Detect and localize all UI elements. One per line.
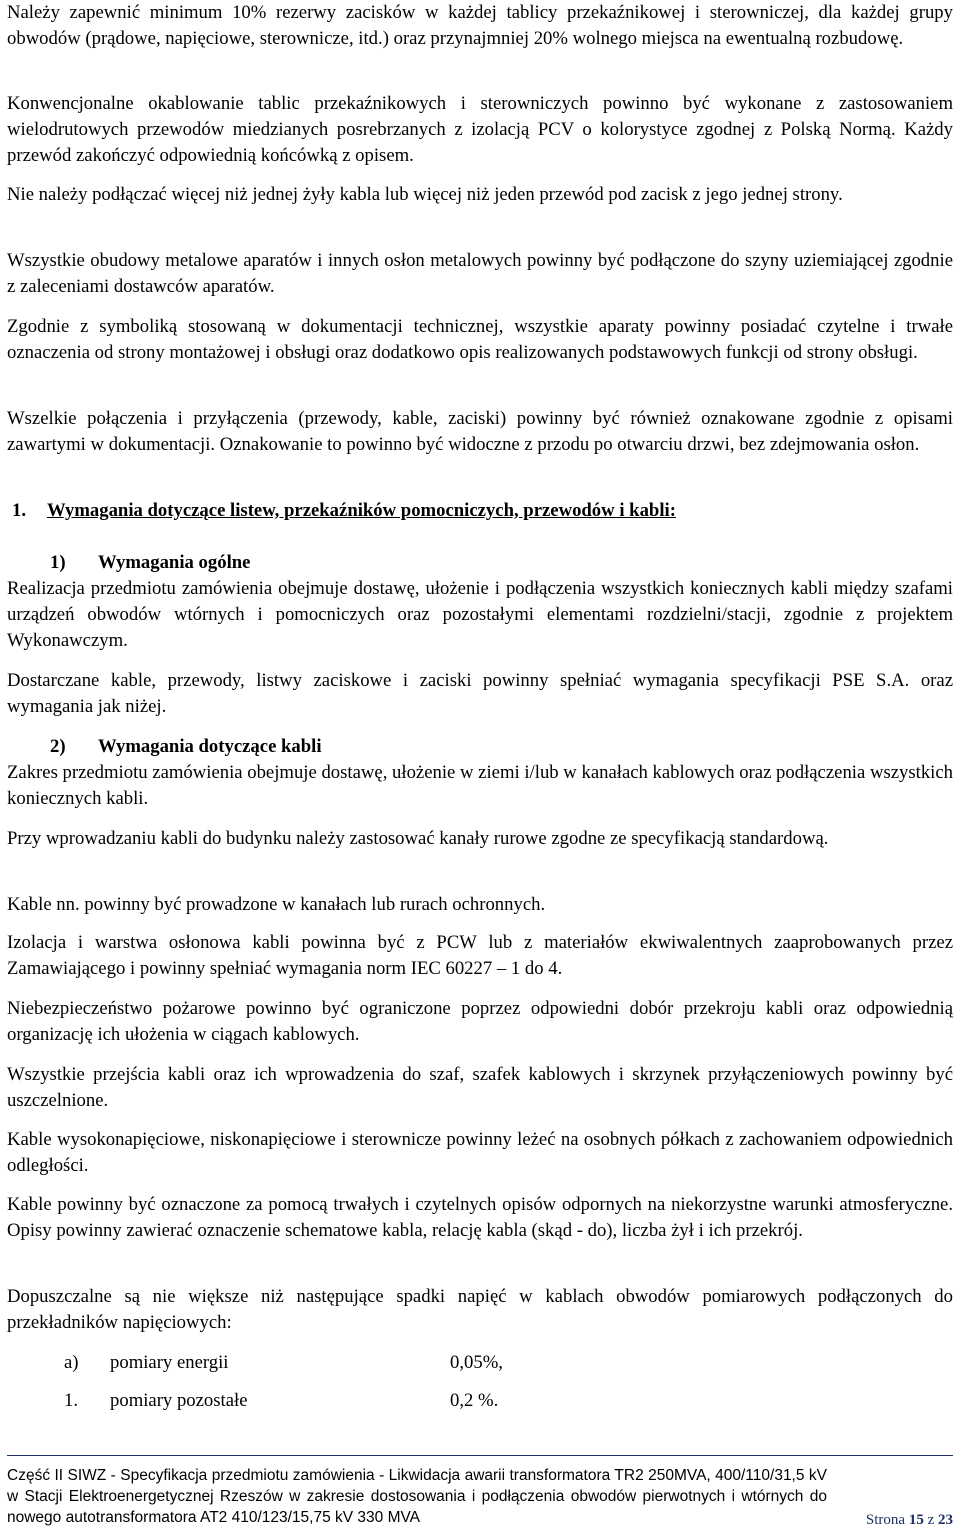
paragraph-insulation: Izolacja i warstwa osłonowa kabli powinna być z PCW lub z materiałów ekwiwalentnych zaaprobowanych przez Zamawiającego i powinny spełniać wymagania norm IEC 60227 – 1 do 4. [7, 932, 953, 979]
list-marker: 1. [64, 1390, 79, 1411]
page-number [866, 1512, 953, 1529]
paragraph-terminal-connection: Nie należy podłączać więcej niż jednej żyły kabla lub więcej niż jeden przewód pod zacisk z jego jednej strony. [7, 184, 843, 205]
list-label: pomiary energii [110, 1352, 229, 1373]
paragraph-connection-labeling: Wszelkie połączenia i przyłączenia (przewody, kable, zaciski) powinny być również oznakowane zgodnie z opisami zawartymi w dokumentacji. Oznakowanie to powinno być widoczne z przodu po otwarciu drzwi, bez zdejmowania osłon. [7, 408, 953, 455]
section-number: 1. [12, 500, 27, 521]
list-item [64, 1350, 664, 1376]
page-separator: z [927, 1512, 935, 1528]
subsection-number: 1) [50, 552, 66, 573]
section-title: Wymagania dotyczące listew, przekaźników pomocniczych, przewodów i kabli: [47, 500, 676, 521]
paragraph-lv-cables: Kable nn. powinny być prowadzone w kanałach lub rurach ochronnych. [7, 894, 546, 915]
subsection-heading-cables [50, 734, 950, 760]
paragraph-pse-requirements: Dostarczane kable, przewody, listwy zaciskowe i zaciski powinny spełniać wymagania specyfikacji PSE S.A. oraz wymagania jak niżej. [7, 670, 953, 717]
paragraph-scope-delivery: Realizacja przedmiotu zamówienia obejmuje dostawę, ułożenie i podłączenia wszystkich koniecznych kabli między szafami urządzeń obwodów wtórnych i pomocniczych oraz pozostałymi elementami rozdzielni/stacji, zgodnie z projektem Wykonawczym. [7, 578, 953, 651]
paragraph-separation: Kable wysokonapięciowe, niskonapięciowe i sterownicze powinny leżeć na osobnych półkach z zachowaniem odpowiednich odległości. [7, 1129, 953, 1176]
footer-text: Część II SIWZ - Specyfikacja przedmiotu zamówienia - Likwidacja awarii transformatora TR2 250MVA, 400/110/31,5 kV w Stacji Elektroenergetycznej Rzeszów w zakresie dostosowania i podłączenia obwodów pierwotnych i wtórnych do nowego autotransformatora AT2 410/123/15,75 kV 330 MVA [7, 1467, 827, 1526]
paragraph-grounding: Wszystkie obudowy metalowe aparatów i innych osłon metalowych powinny być podłączone do szyny uziemiającej zgodnie z zaleceniami dostawców aparatów. [7, 250, 953, 297]
paragraph-wiring: Konwencjonalne okablowanie tablic przekaźnikowych i sterowniczych powinno być wykonane z zastosowaniem wielodrutowych przewodów miedzianych posrebrzanych z izolacją PCV o kolorystyce zgodnej z Polską Normą. Każdy przewód zakończyć odpowiednią końcówką z opisem. [7, 93, 953, 166]
subsection-title: Wymagania dotyczące kabli [98, 736, 322, 757]
list-marker: a) [64, 1352, 79, 1373]
section-heading [7, 498, 953, 524]
paragraph-cable-labels: Kable powinny być oznaczone za pomocą trwałych i czytelnych opisów odpornych na niekorzystne warunki atmosferyczne. Opisy powinny zawierać oznaczenie schematowe kabla, relację kabla (skąd - do), liczba żył i ich przekrój. [7, 1194, 953, 1241]
paragraph-marking: Zgodnie z symboliką stosowaną w dokumentacji technicznej, wszystkie aparaty powinny posiadać czytelne i trwałe oznaczenia od strony montażowej i obsługi oraz dodatkowo opis realizowanych podstawowych funkcji od strony obsługi. [7, 316, 953, 363]
paragraph-fire-hazard: Niebezpieczeństwo pożarowe powinno być ograniczone poprzez odpowiedni dobór przekroju kabli oraz odpowiednią organizację ich ułożenia w ciągach kablowych. [7, 998, 953, 1045]
subsection-heading-general [50, 550, 950, 576]
paragraph-voltage-drops: Dopuszczalne są nie większe niż następujące spadki napięć w kablach obwodów pomiarowych podłączonych do przekładników napięciowych: [7, 1286, 953, 1333]
paragraph-building-entry: Przy wprowadzaniu kabli do budynku należy zastosować kanały rurowe zgodne ze specyfikacją standardową. [7, 828, 829, 849]
list-value: 0,2 %. [450, 1390, 499, 1411]
list-item [64, 1388, 664, 1414]
footer-divider [7, 1455, 953, 1456]
list-label: pomiary pozostałe [110, 1390, 248, 1411]
paragraph-sealing: Wszystkie przejścia kabli oraz ich wprowadzenia do szaf, szafek kablowych i skrzynek przyłączeniowych powinny być uszczelnione. [7, 1064, 953, 1111]
paragraph-terminal-reserve: Należy zapewnić minimum 10% rezerwy zacisków w każdej tablicy przekaźnikowej i sterowniczej, dla każdej grupy obwodów (prądowe, napięciowe, sterownicze, itd.) oraz przynajmniej 20% wolnego miejsca na ewentualną rozbudowę. [7, 2, 953, 49]
paragraph-cable-scope: Zakres przedmiotu zamówienia obejmuje dostawę, ułożenie w ziemi i/lub w kanałach kablowych oraz podłączenia wszystkich koniecznych kabli. [7, 762, 953, 809]
subsection-number: 2) [50, 736, 66, 757]
list-value: 0,05%, [450, 1352, 503, 1373]
page-current: 15 [908, 1512, 924, 1528]
page-prefix: Strona [865, 1512, 906, 1528]
page-total: 23 [938, 1512, 953, 1528]
subsection-title: Wymagania ogólne [98, 552, 251, 573]
